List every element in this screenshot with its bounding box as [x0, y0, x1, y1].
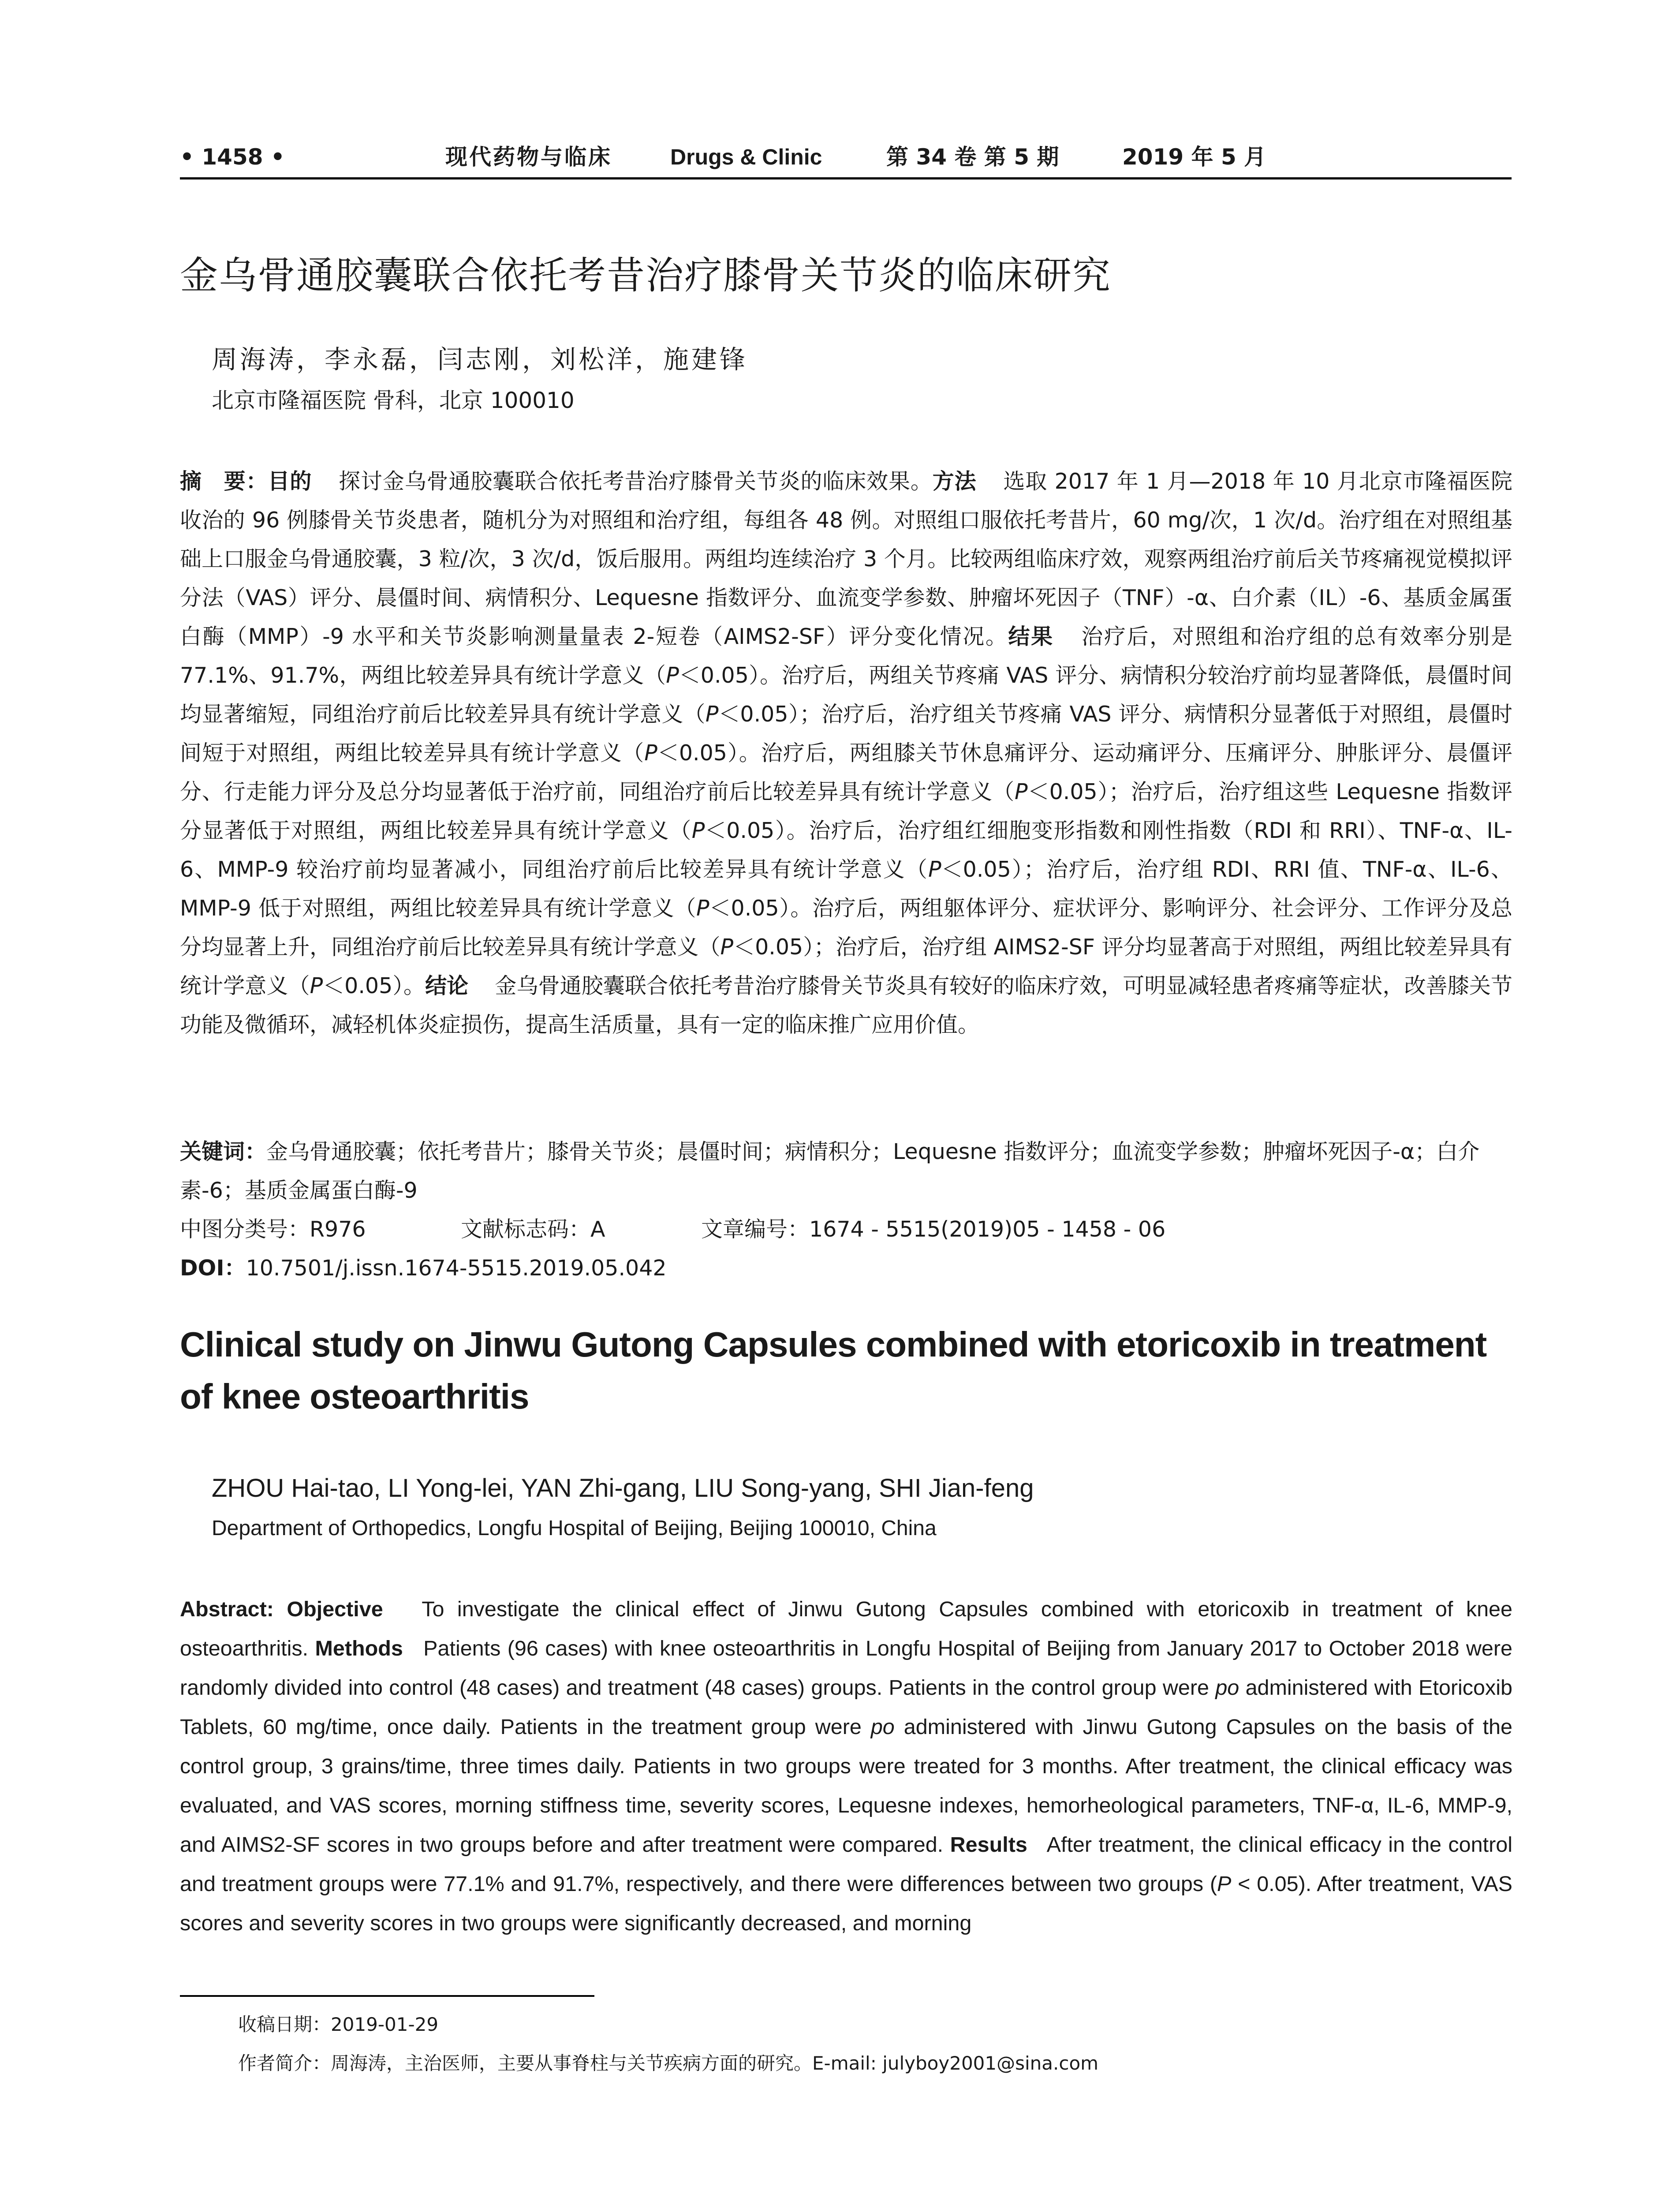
p-symbol: P: [696, 896, 709, 921]
en-objective: To investigate the clinical effect of Jinwu Gutong Capsules combined with etoricoxib in treatment of knee osteoarthritis.: [180, 1597, 1512, 1660]
received-date: [238, 2009, 438, 2040]
p-symbol: P: [310, 973, 323, 998]
received-label: 收稿日期：: [238, 2014, 331, 2035]
po-abbreviation: po: [870, 1715, 895, 1739]
cn-conclusion: 金乌骨通胶囊联合依托考昔治疗膝骨关节炎具有较好的临床疗效，可明显减轻患者疼痛等症状，改善膝关节功能及微循环，减轻机体炎症损伤，提高生活质量，具有一定的临床推广应用价值。: [180, 973, 1512, 1037]
p-symbol: P: [1217, 1872, 1232, 1896]
doi-label: DOI：: [180, 1256, 246, 1281]
en-title: Clinical study on Jinwu Gutong Capsules combined with etoricoxib in treatment of knee osteoarthritis: [180, 1325, 1487, 1416]
cn-affiliation: 北京市隆福医院 骨科，北京 100010: [212, 388, 575, 413]
doi-row: [180, 1249, 1512, 1288]
cn-results-text: ＜0.05）；治疗后，治疗组这些 Lequesne 指数评分显著低于对照组，两组比较差异具有统计学意义（: [180, 779, 1512, 843]
p-symbol: P: [1015, 779, 1028, 804]
cn-results-text: ＜0.05）；治疗后，治疗组 RDI、RRI 值、TNF-α、IL-6、MMP-9 低于对照组，两组比较差异具有统计学意义（: [180, 857, 1512, 921]
cn-title: 金乌骨通胶囊联合依托考昔治疗膝骨关节炎的临床研究: [180, 254, 1111, 298]
cn-results-text: ＜0.05）；治疗后，治疗组关节疼痛 VAS 评分、病情积分显著低于对照组，晨僵时间短于对照组，两组比较差异具有统计学意义（: [180, 702, 1512, 766]
footnote-rule: [180, 1995, 594, 1997]
p-symbol: P: [705, 702, 719, 727]
en-affiliation: Department of Orthopedics, Longfu Hospital of Beijing, Beijing 100010, China: [212, 1517, 937, 1540]
p-symbol: P: [691, 818, 705, 843]
en-abstract: [180, 1590, 1512, 1943]
cn-results-text: ＜0.05）。治疗后，两组膝关节休息痛评分、运动痛评分、压痛评分、肿胀评分、晨僵评分、行走能力评分及总分均显著低于治疗前，同组治疗前后比较差异具有统计学意义（: [180, 740, 1512, 804]
received-value: 2019-01-29: [331, 2014, 439, 2035]
header-rule: [180, 177, 1512, 179]
article-number-row: [701, 1210, 1680, 1249]
author-bio: [238, 2048, 1098, 2079]
cn-abstract: [180, 462, 1512, 1044]
doi-value: 10.7501/j.issn.1674-5515.2019.05.042: [246, 1256, 667, 1281]
volume-issue: 第 34 卷 第 5 期: [886, 144, 1059, 170]
cn-results-text: ＜0.05）。治疗后，两组关节疼痛 VAS 评分、病情积分较治疗前均显著降低，晨僵时间均显著缩短，同组治疗前后比较差异具有统计学意义（: [180, 663, 1512, 727]
cn-objective: 探讨金乌骨通胶囊联合依托考昔治疗膝骨关节炎的临床效果。: [338, 469, 933, 494]
cn-results-text: ＜0.05）。治疗后，治疗组红细胞变形指数和刚性指数（RDI 和 RRI）、TNF-α、IL-6、MMP-9 较治疗前均显著减小，同组治疗前后比较差异具有统计学意义（: [180, 818, 1512, 882]
cn-objective-label: 目的: [268, 469, 312, 494]
cn-authors: 周海涛，李永磊，闫志刚，刘松洋，施建锋: [212, 344, 748, 374]
cn-abstract-label: 摘 要：: [180, 469, 268, 494]
en-results-text: < 0.05). After treatment, VAS scores and severity scores in two groups were significantly decreased, and morning: [180, 1872, 1512, 1935]
cn-results-text: ＜0.05）。治疗后，两组躯体评分、症状评分、影响评分、社会评分、工作评分及总分均显著上升，同组治疗前后比较差异具有统计学意义（: [180, 896, 1512, 960]
p-symbol: P: [928, 857, 941, 882]
cn-keywords-label: 关键词：: [180, 1139, 267, 1164]
en-authors: ZHOU Hai-tao, LI Yong-lei, YAN Zhi-gang, LIU Song-yang, SHI Jian-feng: [212, 1474, 1034, 1502]
cn-keywords-text: 金乌骨通胶囊；依托考昔片；膝骨关节炎；晨僵时间；病情积分；Lequesne 指数评分；血流变学参数；肿瘤坏死因子-α；白介素-6；基质金属蛋白酶-9: [180, 1139, 1480, 1203]
en-abstract-label: Abstract:: [180, 1597, 274, 1621]
en-methods-text: Patients (96 cases) with knee osteoarthritis in Longfu Hospital of Beijing from January 2017 to October 2018 were randomly divided into control (48 cases) and treatment (48 cases) groups. Patients in the control group were: [180, 1637, 1512, 1700]
cn-conclusion-label: 结论: [425, 973, 469, 998]
cn-keywords: [180, 1132, 1512, 1210]
clc-value: R976: [310, 1217, 366, 1242]
doc-code-label: 文献标志码：: [461, 1217, 591, 1242]
cn-results-text: 治疗后，对照组和治疗组的总有效率分别是 77.1%、91.7%，两组比较差异具有统计学意义（: [180, 624, 1512, 688]
journal-name-cn: 现代药物与临床: [445, 144, 612, 170]
clc-label: 中图分类号：: [180, 1217, 310, 1242]
page-number: • 1458 •: [180, 144, 285, 170]
author-bio-label: 作者简介：: [238, 2052, 331, 2074]
po-abbreviation: po: [1215, 1676, 1239, 1700]
journal-name-en: Drugs & Clinic: [670, 145, 822, 169]
en-methods-text: administered with Etoricoxib Tablets, 60 mg/time, once daily. Patients in the treatment group were: [180, 1676, 1512, 1739]
article-number-label: 文章编号：: [701, 1217, 810, 1242]
doc-code-value: A: [590, 1217, 605, 1242]
cn-results-text: ＜0.05）。: [323, 973, 426, 998]
en-methods-text: administered with Jinwu Gutong Capsules on the basis of the control group, 3 grains/time, three times daily. Patients in two groups were treated for 3 months. After treatment, the clinical efficacy was evaluated, and VAS scores, morning stiffness time, severity scores, Lequesne indexes, hemorheological parameters, TNF-α, IL-6, MMP-9, and AIMS2-SF scores in two groups before and after treatment were compared.: [180, 1715, 1512, 1857]
cn-results-text: ＜0.05）；治疗后，治疗组 AIMS2-SF 评分均显著高于对照组，两组比较差异具有统计学意义（: [180, 934, 1512, 998]
en-objective-label: Objective: [287, 1597, 383, 1621]
cn-methods: 选取 2017 年 1 月—2018 年 10 月北京市隆福医院收治的 96 例膝骨关节炎患者，随机分为对照组和治疗组，每组各 48 例。对照组口服依托考昔片，60 mg/次，1 次/d。治疗组在对照组基础上口服金乌骨通胶囊，3 粒/次，3 次/d，饭后服用。两组均连续治疗 3 个月。比较两组临床疗效，观察两组治疗前后关节疼痛视觉模拟评分法（VAS）评分、晨僵时间、病情积分、Lequesne 指数评分、血流变学参数、肿瘤坏死因子（TNF）-α、白介素（IL）-6、基质金属蛋白酶（MMP）-9 水平和关节炎影响测量量表 2-短卷（AIMS2-SF）评分变化情况。: [180, 469, 1512, 649]
author-bio-text: 周海涛，主治医师，主要从事脊柱与关节疾病方面的研究。E-mail: julyboy2001@sina.com: [331, 2052, 1099, 2074]
p-symbol: P: [666, 663, 679, 688]
en-results-text: After treatment, the clinical efficacy in the control and treatment groups were 77.1% and 91.7%, respectively, and there were differences between two groups (: [180, 1833, 1512, 1896]
article-number-value: 1674 - 5515(2019)05 - 1458 - 06: [809, 1217, 1166, 1242]
cn-methods-label: 方法: [932, 469, 977, 494]
en-results-label: Results: [950, 1833, 1027, 1857]
issue-date: 2019 年 5 月: [1122, 144, 1266, 170]
p-symbol: P: [720, 934, 734, 960]
cn-results-label: 结果: [1008, 624, 1054, 649]
en-methods-label: Methods: [315, 1637, 403, 1660]
p-symbol: P: [644, 740, 657, 766]
